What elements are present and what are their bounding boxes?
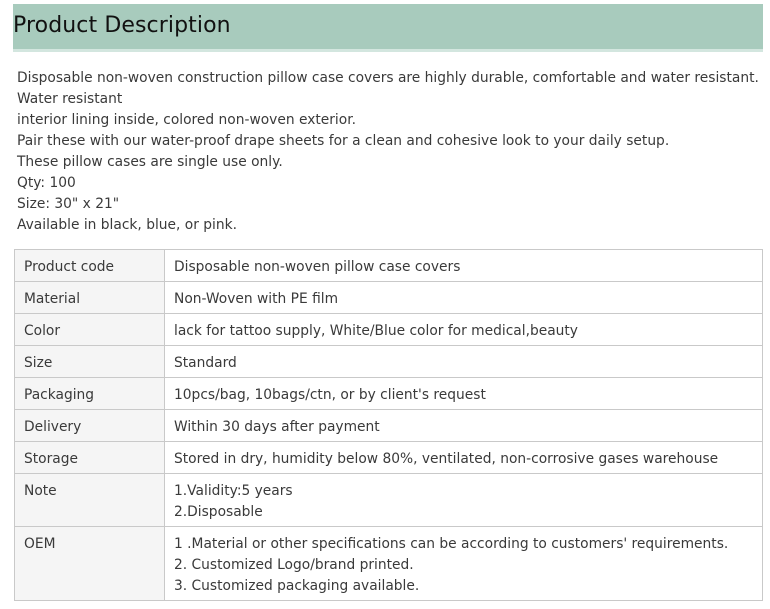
table-row [15,378,763,410]
row-value: 10pcs/bag, 10bags/ctn, or by client's request [174,387,486,403]
row-label: Size [24,355,53,371]
row-label-cell [15,250,165,282]
row-label: Packaging [24,387,95,403]
section-title: Product Description [13,13,231,38]
section-header [13,4,763,52]
row-value-cell [165,282,763,314]
row-value: Non-Woven with PE film [174,291,339,307]
description-line: These pillow cases are single use only. [17,154,283,170]
table-row [15,250,763,282]
row-value: Disposable non-woven pillow case covers [174,259,461,275]
row-label: Note [24,483,57,499]
description-line: Qty: 100 [17,175,76,191]
table-row [15,282,763,314]
table-row [15,346,763,378]
row-value-cell [165,346,763,378]
table-row [15,527,763,601]
row-value-line: 1 .Material or other specifications can be according to customers' requirements. [174,536,729,552]
description-line: Size: 30" x 21" [17,196,120,212]
description-line: interior lining inside, colored non-woven exterior. [17,112,356,128]
table-row [15,314,763,346]
row-value: Standard [174,355,237,371]
description-line: Disposable non-woven construction pillow case covers are highly durable, comfortable and water resistant. [17,70,759,86]
row-label: Delivery [24,419,82,435]
row-value: Within 30 days after payment [174,419,380,435]
description-line: Water resistant [17,91,123,107]
row-label-cell [15,314,165,346]
row-value: lack for tattoo supply, White/Blue color for medical,beauty [174,323,578,339]
row-label-cell [15,474,165,527]
row-label-cell [15,378,165,410]
row-value-cell [165,410,763,442]
row-label-cell [15,410,165,442]
row-label: Product code [24,259,115,275]
description-line: Pair these with our water-proof drape sheets for a clean and cohesive look to your daily setup. [17,133,670,149]
table-row [15,442,763,474]
row-label: OEM [24,536,56,552]
description-line: Available in black, blue, or pink. [17,217,237,233]
row-value: Stored in dry, humidity below 80%, ventilated, non-corrosive gases warehouse [174,451,719,467]
row-value-cell [165,250,763,282]
row-value-line: 2.Disposable [174,504,263,520]
product-description [17,68,762,236]
row-value-cell [165,378,763,410]
row-label: Material [24,291,81,307]
row-label-cell [15,346,165,378]
row-value-line: 3. Customized packaging available. [174,578,420,594]
row-label-cell [15,282,165,314]
row-label-cell [15,527,165,601]
row-value-cell [165,474,763,527]
row-label-cell [15,442,165,474]
row-value-line: 2. Customized Logo/brand printed. [174,557,414,573]
row-value-cell [165,314,763,346]
specification-table [14,249,763,601]
row-value-line: 1.Validity:5 years [174,483,293,499]
row-value-cell [165,527,763,601]
table-row [15,410,763,442]
table-row [15,474,763,527]
row-value-cell [165,442,763,474]
row-label: Storage [24,451,78,467]
row-label: Color [24,323,61,339]
